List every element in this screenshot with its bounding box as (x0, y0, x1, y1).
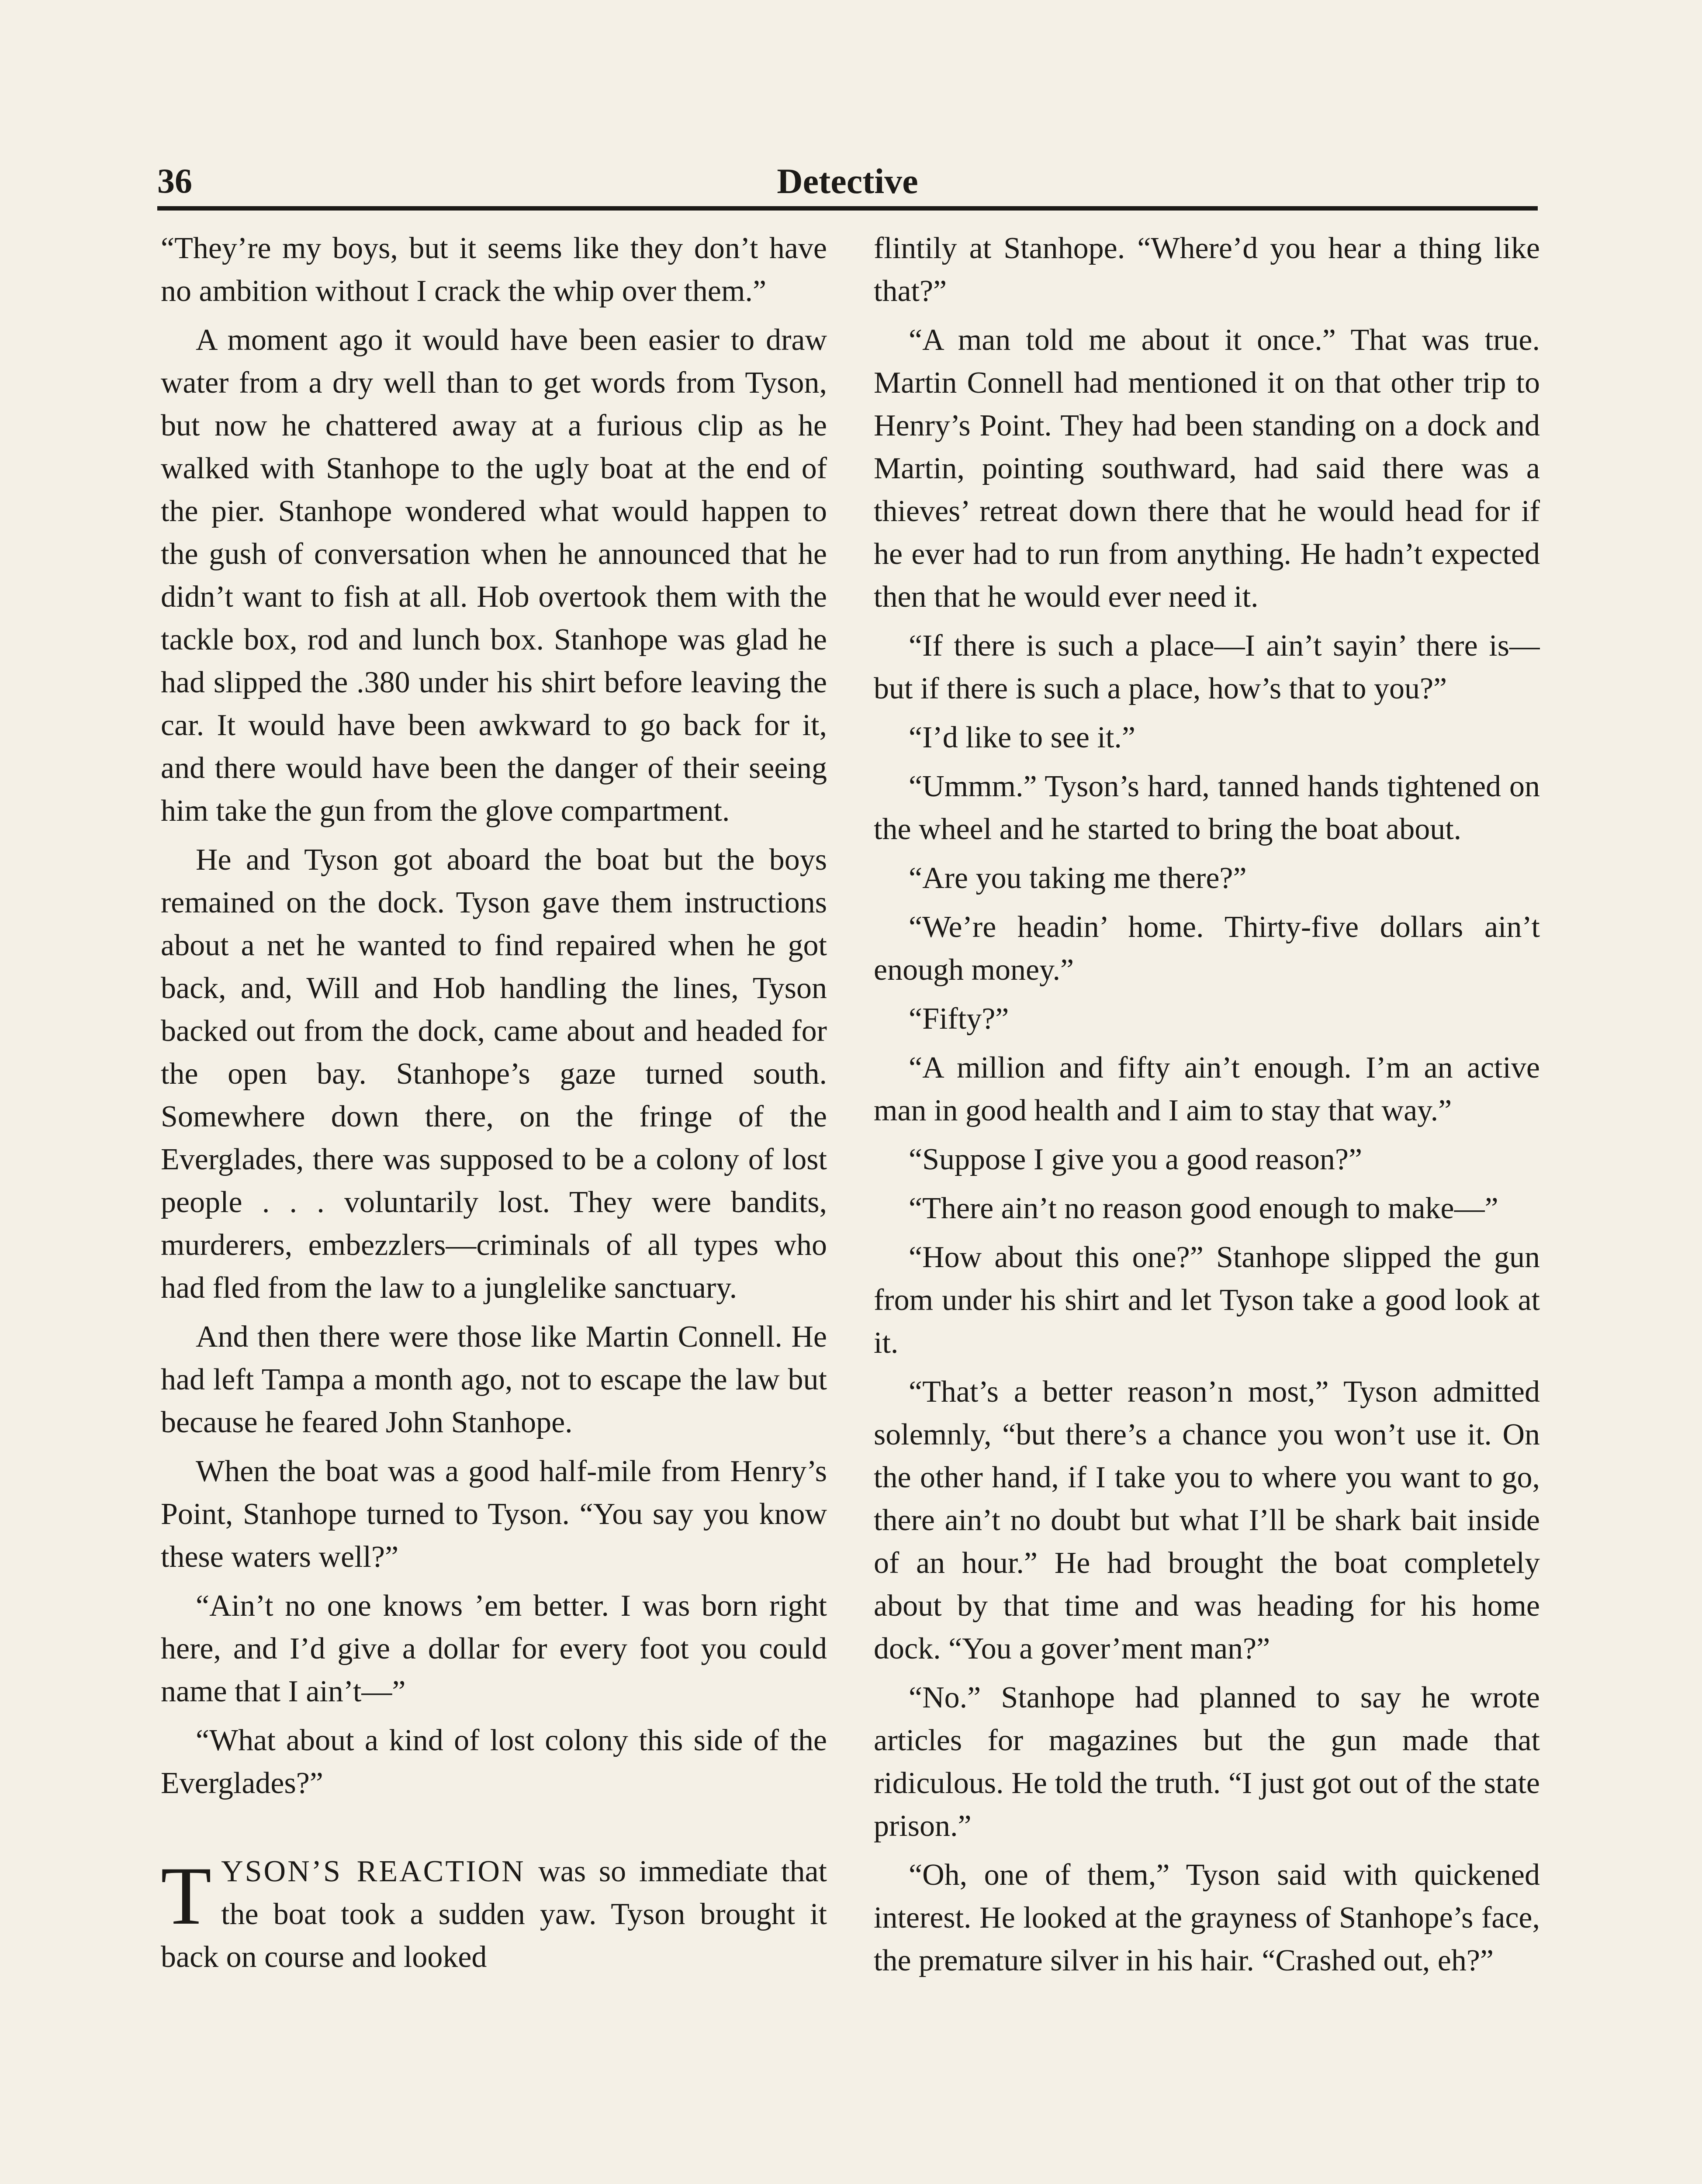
paragraph: “Ain’t no one knows ’em better. I was born right here, and I’d give a dollar for every foot you could name that I ain’t—” (161, 1589, 827, 1708)
paragraph: “If there is such a place—I ain’t sayin’ there is—but if there is such a place, how’s that to you?” (874, 629, 1540, 705)
paragraph: When the boat was a good half-mile from Henry’s Point, Stanhope turned to Tyson. “You say you know these waters well?” (161, 1455, 827, 1574)
paragraph: “Oh, one of them,” Tyson said with quickened interest. He looked at the grayness of Stanhope’s face, the premature silver in his hair. “Crashed out, eh?” (874, 1858, 1540, 1977)
paragraph-text: was so immediate that the boat took a sudden yaw. Tyson brought it back on course and looked (161, 1855, 827, 1974)
section-opening-paragraph (161, 1850, 827, 1979)
section-break (161, 1811, 827, 1850)
paragraph: “Are you taking me there?” (909, 861, 1247, 895)
paragraph: “How about this one?” Stanhope slipped the gun from under his shirt and let Tyson take a good look at it. (874, 1241, 1540, 1360)
paragraph: “There ain’t no reason good enough to make—” (909, 1192, 1498, 1225)
paragraph: “They’re my boys, but it seems like they don’t have no ambition without I crack the whip over them.” (161, 232, 827, 308)
paragraph: “Fifty?” (909, 1002, 1009, 1036)
drop-cap: T (161, 1850, 212, 1942)
page-header (157, 157, 1538, 205)
paragraph: “A man told me about it once.” That was true. Martin Connell had mentioned it on that other trip to Henry’s Point. They had been standing on a dock and Martin, pointing southward, had said there was a thieves’ retreat down there that he would head for if he ever had to run from anything. He hadn’t expected then that he would ever need it. (874, 323, 1540, 614)
paragraph: “Ummm.” Tyson’s hard, tanned hands tightened on the wheel and he started to bring the boat about. (874, 770, 1540, 846)
paragraph: And then there were those like Martin Connell. He had left Tampa a month ago, not to escape the law but because he feared John Stanhope. (161, 1320, 827, 1439)
page-number: 36 (157, 162, 192, 200)
paragraph: He and Tyson got aboard the boat but the boys remained on the dock. Tyson gave them instructions about a net he wanted to find repaired when he got back, and, Will and Hob handling the lines, Tyson backed out from the dock, came about and headed for the open bay. Stanhope’s gaze turned south. Somewhere down there, on the fringe of the Everglades, there was supposed to be a colony of lost people . . . voluntarily lost. They were bandits, murderers, embezzlers—criminals of all types who had fled from the law to a junglelike sanctuary. (161, 843, 827, 1305)
paragraph: “I’d like to see it.” (909, 721, 1135, 754)
header-rule (157, 206, 1538, 211)
paragraph: flintily at Stanhope. “Where’d you hear a thing like that?” (874, 232, 1540, 308)
right-column (874, 227, 1540, 2184)
left-column (161, 227, 827, 2184)
paragraph: “No.” Stanhope had planned to say he wrote articles for magazines but the gun made that ridiculous. He told the truth. “I just got out of the state prison.” (874, 1681, 1540, 1843)
paragraph: “Suppose I give you a good reason?” (909, 1143, 1363, 1176)
page-title: Detective (777, 161, 918, 201)
paragraph: “What about a kind of lost colony this side of the Everglades?” (161, 1724, 827, 1800)
paragraph: “We’re headin’ home. Thirty-five dollars ain’t enough money.” (874, 910, 1540, 987)
lead-in-caps: YSON’S REACTION (221, 1855, 526, 1888)
paragraph: “A million and fifty ain’t enough. I’m an active man in good health and I aim to stay that way.” (874, 1051, 1540, 1127)
paragraph: “That’s a better reason’n most,” Tyson admitted solemnly, “but there’s a chance you won’t use it. On the other hand, if I take you to where you want to go, there ain’t no doubt but what I’ll be shark bait inside of an hour.” He had brought the boat completely about by that time and was heading for his home dock. “You a gover’ment man?” (874, 1375, 1540, 1666)
paragraph: A moment ago it would have been easier to draw water from a dry well than to get words from Tyson, but now he chattered away at a furious clip as he walked with Stanhope to the ugly boat at the end of the pier. Stanhope wondered what would happen to the gush of conversation when he announced that he didn’t want to fish at all. Hob overtook them with the tackle box, rod and lunch box. Stanhope was glad he had slipped the .380 under his shirt before leaving the car. It would have been awkward to go back for it, and there would have been the danger of their seeing him take the gun from the glove compartment. (161, 323, 827, 828)
